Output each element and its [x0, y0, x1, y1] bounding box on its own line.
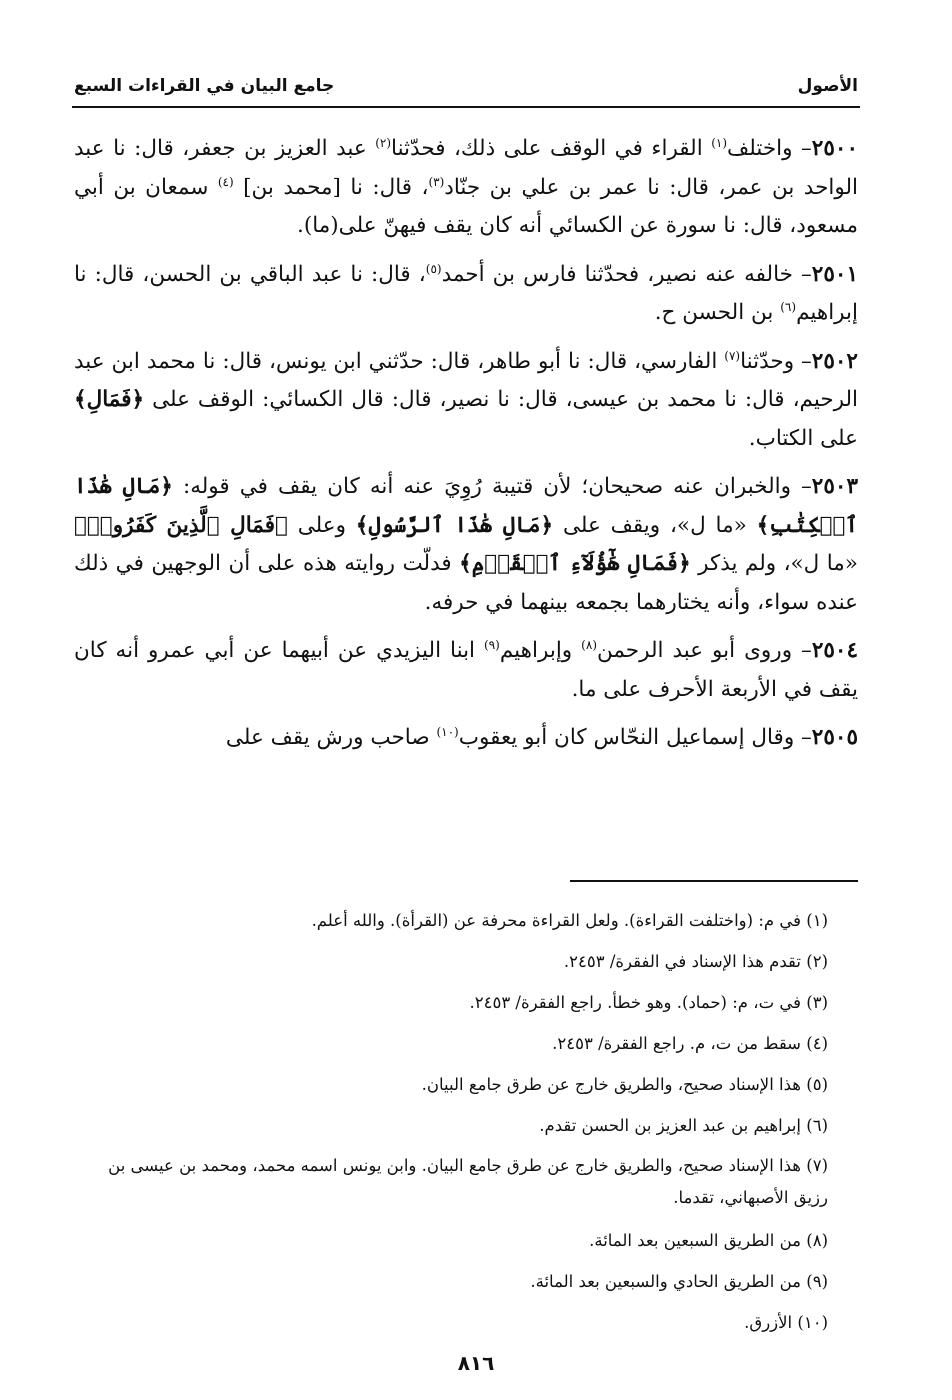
paragraph-2500 — [74, 130, 858, 246]
header-divider — [72, 106, 860, 108]
paragraph-text: القراء في الوقف على ذلك، فحدّثنا — [391, 136, 703, 161]
paragraph-number: ٢٥٠٤ — [811, 638, 859, 663]
footnote-number: (٥) — [806, 1075, 828, 1094]
footnote-number: (٧) — [806, 1156, 828, 1175]
footnote-ref[interactable]: (٤) — [217, 174, 234, 189]
footnote-item — [74, 1302, 828, 1343]
paragraph-text: صاحب ورش يقف على — [225, 725, 430, 750]
paragraph-text: وإبراهيم — [499, 638, 573, 663]
paragraph-2501 — [74, 256, 858, 333]
paragraph-2504 — [74, 632, 858, 709]
paragraph-text: عبد العزيز بن جعفر، قال: نا عبد الواحد بن عمر، قال: نا عمر بن علي بن جنّاد — [74, 136, 858, 200]
quran-quote: ﴿فَمَالِ﴾ — [74, 387, 145, 412]
paragraph-number: ٢٥٠٥ — [811, 725, 858, 750]
quran-quote: ﴿مَالِ هَٰذَا ٱلرَّسُولِ﴾ — [355, 512, 554, 538]
paragraph-text: – وحدّثنا — [740, 348, 812, 374]
footnote-number: (٢) — [806, 952, 828, 971]
footnote-number: (٩) — [806, 1272, 828, 1291]
paragraph-number: ٢٥٠٠ — [811, 136, 858, 161]
footnote-ref[interactable]: (٢) — [375, 135, 392, 150]
paragraph-2502 — [74, 343, 858, 459]
footnote-item — [74, 1023, 828, 1064]
footnote-number: (٦) — [806, 1116, 828, 1135]
footnote-item — [74, 1105, 828, 1146]
paragraph-text: «ما ل»، ويقف على — [562, 512, 747, 538]
paragraph-2503 — [74, 468, 858, 622]
footnote-ref[interactable]: (١٠) — [436, 724, 459, 739]
footnote-text: في م: (واختلفت القراءة). ولعل القراءة محرفة عن (القرأة). والله أعلم. — [311, 911, 801, 930]
footnote-number: (٣) — [806, 993, 828, 1012]
paragraph-number: ٢٥٠١ — [811, 261, 858, 287]
paragraph-text: ابنا اليزيدي عن أبيهما عن أبي عمرو أنه كان يقف في الأربعة الأحرف على ما. — [74, 638, 858, 702]
footnote-item — [74, 900, 828, 941]
footnotes — [74, 900, 828, 1343]
paragraph-text: الفارسي، قال: نا أبو طاهر، قال: حدّثني ابن يونس، قال: نا محمد ابن عبد الرحيم، قال: نا محمد بن عيسى، قال: نا نصير، قال: قال الكسائي: الوقف على — [74, 348, 858, 412]
footnote-text: من الطريق الحادي والسبعين بعد المائة. — [530, 1272, 801, 1291]
footnote-ref[interactable]: (٧) — [724, 348, 741, 363]
paragraph-text: ، قال: نا عبد الباقي بن الحسن، قال: نا إبراهيم — [74, 261, 858, 325]
paragraph-2505 — [74, 719, 858, 758]
paragraph-text: وعلى — [297, 512, 346, 538]
main-text — [74, 130, 858, 768]
footnote-text: سقط من ت، م. راجع الفقرة/ ٢٤٥٣. — [552, 1034, 801, 1053]
footnote-text: إبراهيم بن عبد العزيز بن الحسن تقدم. — [539, 1116, 801, 1135]
footnote-number: (١٠) — [797, 1313, 828, 1332]
footnote-text: الأزرق. — [744, 1313, 793, 1332]
paragraph-number: ٢٥٠٣ — [811, 474, 858, 499]
section-title: الأصول — [797, 76, 858, 96]
quran-quote: ﴿فَمَالِ هَٰٓؤُلَآءِ ٱلۡقَوۡمِ﴾ — [459, 551, 691, 576]
footnote-number: (١) — [806, 911, 828, 930]
footnote-ref[interactable]: (٥) — [425, 261, 442, 276]
footnote-text: تقدم هذا الإسناد في الفقرة/ ٢٤٥٣. — [563, 952, 801, 971]
paragraph-text: – واختلف — [727, 136, 812, 161]
paragraph-text: على الكتاب. — [748, 425, 858, 451]
footnote-item — [74, 1220, 828, 1261]
footnote-text: في ت، م: (حماد). وهو خطأ. راجع الفقرة/ ٢٤٥٣. — [469, 993, 801, 1012]
footnote-ref[interactable]: (٩) — [484, 637, 500, 652]
footnote-text: هذا الإسناد صحيح، والطريق خارج عن طرق جامع البيان. — [421, 1075, 801, 1094]
paragraph-text: سمعان بن أبي مسعود، قال: نا سورة عن الكسائي أنه كان يقف فيهنّ على(ما). — [74, 174, 858, 238]
paragraph-text: – وروى أبو عبد الرحمن — [597, 638, 812, 663]
footnote-ref[interactable]: (٦) — [780, 299, 797, 314]
footnote-number: (٨) — [806, 1231, 828, 1250]
paragraph-text: «ما ل»، ولم يذكر — [698, 551, 858, 576]
quran-quote: ﴿مَالِ هَٰذَا ٱلۡكِتَٰبِ﴾ — [74, 474, 858, 538]
paragraph-number: ٢٥٠٢ — [811, 348, 858, 374]
footnote-text: من الطريق السبعين بعد المائة. — [589, 1231, 801, 1250]
paragraph-text: فدلّت روايته هذه على أن الوجهين في ذلك عنده سواء، وأنه يختارهما بجمعه بينهما في حرفه. — [74, 551, 858, 615]
footnote-item — [74, 941, 828, 982]
footnote-ref[interactable]: (٣) — [428, 174, 445, 189]
book-title: جامع البيان في القراءات السبع — [74, 76, 335, 96]
footnote-item — [74, 1150, 828, 1214]
footnote-item — [74, 1064, 828, 1105]
footnote-item — [74, 1261, 828, 1302]
quran-quote: ﴿فَمَالِ ٱلَّذِينَ كَفَرُوا۟﴾ — [74, 512, 288, 538]
page-number: ٨١٦ — [457, 1351, 495, 1375]
footnote-item — [74, 982, 828, 1023]
footnote-text: هذا الإسناد صحيح، والطريق خارج عن طرق جامع البيان. وابن يونس اسمه محمد، ومحمد بن عيسى بن رزيق الأصبهاني، تقدما. — [108, 1156, 828, 1207]
paragraph-text: – والخبران عنه صحيحان؛ لأن قتيبة رُوِيَ عنه أنه كان يقف في قوله: — [182, 474, 812, 499]
footnote-ref[interactable]: (١) — [711, 135, 728, 150]
footnote-divider — [570, 880, 858, 882]
paragraph-text: – خالفه عنه نصير، فحدّثنا فارس بن أحمد — [441, 261, 812, 287]
footnote-number: (٤) — [806, 1034, 828, 1053]
footnote-ref[interactable]: (٨) — [581, 637, 597, 652]
paragraph-text: ، قال: نا [محمد بن] — [243, 174, 429, 200]
paragraph-text: – وقال إسماعيل النحّاس كان أبو يعقوب — [458, 725, 812, 750]
running-header — [74, 74, 858, 102]
paragraph-text: بن الحسن ح. — [654, 300, 774, 325]
